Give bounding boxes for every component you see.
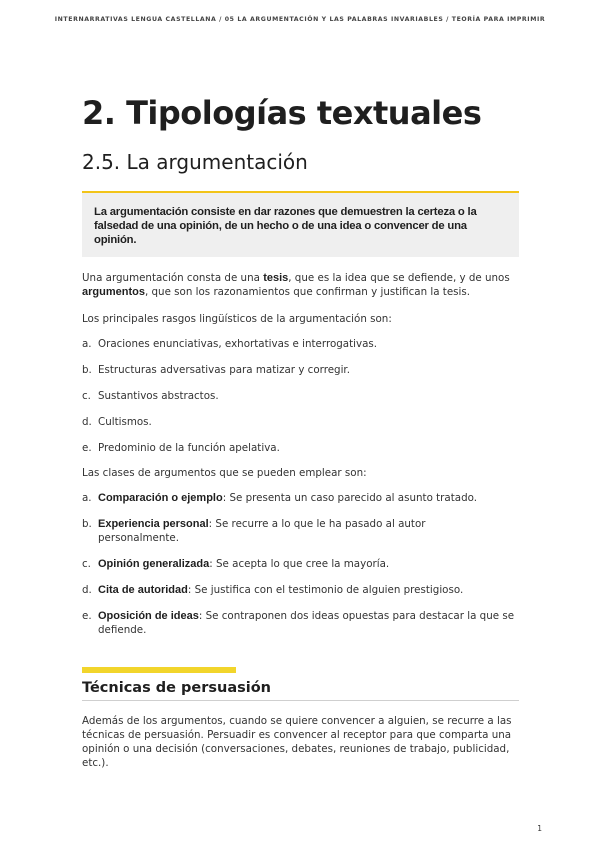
term-argumentos: argumentos: [82, 286, 145, 298]
list-item-text: Sustantivos abstractos.: [98, 390, 219, 402]
running-header: INTERNARRATIVAS LENGUA CASTELLANA / 05 LA ARGUMENTACIÓN Y LAS PALABRAS INVARIABLES / TEORÍA PARA IMPRIMIR: [54, 16, 546, 23]
list-item-text: [98, 557, 522, 571]
list-item-text: [98, 609, 522, 637]
list-marker: b.: [82, 518, 92, 530]
term-tesis: tesis: [263, 272, 289, 284]
section-title: 2.5. La argumentación: [82, 150, 308, 174]
definition-text: La argumentación consiste en dar razones que demuestren la certeza o la falsedad de una opinión, de un hecho o de una idea o convencer de una opinión.: [94, 206, 477, 246]
list-item-text: Estructuras adversativas para matizar y corregir.: [98, 364, 350, 376]
chapter-title: 2. Tipologías textuales: [82, 94, 482, 132]
list-item-text: Predominio de la función apelativa.: [98, 442, 280, 454]
list-item-text: Oraciones enunciativas, exhortativas e interrogativas.: [98, 338, 378, 350]
section-accent-bar: [82, 667, 236, 673]
list-marker: c.: [82, 558, 91, 570]
list-marker: d.: [82, 416, 92, 428]
list-item-text: [98, 491, 522, 505]
list-item-text: Cultismos.: [98, 416, 152, 428]
intro-text-2: , que es la idea que se defiende, y de unos: [288, 272, 510, 284]
list-marker: e.: [82, 442, 92, 454]
page-number: 1: [537, 824, 542, 833]
list-marker: e.: [82, 610, 92, 622]
list-marker: a.: [82, 492, 92, 504]
intro-paragraph: [82, 271, 522, 299]
argument-term: Opinión generalizada: [98, 558, 210, 570]
argument-term: Experiencia personal: [98, 518, 209, 530]
argument-description: : Se recurre a lo que le ha pasado al autor personalmente.: [98, 518, 426, 544]
argument-description: : Se justifica con el testimonio de alguien prestigioso.: [187, 584, 464, 596]
arguments-intro: Las clases de argumentos que se pueden emplear son:: [82, 467, 367, 479]
argument-description: : Se presenta un caso parecido al asunto tratado.: [222, 492, 478, 504]
argument-description: : Se contraponen dos ideas opuestas para destacar la que se defiende.: [98, 610, 515, 636]
list-item-text: [98, 583, 522, 597]
argument-term: Cita de autoridad: [98, 584, 188, 596]
subsection-title: Técnicas de persuasión: [82, 680, 271, 696]
argument-term: Oposición de ideas: [98, 610, 199, 622]
divider: [82, 700, 519, 701]
list-marker: d.: [82, 584, 92, 596]
intro-text-1: Una argumentación consta de una: [82, 272, 264, 284]
list-marker: a.: [82, 338, 92, 350]
persuasion-paragraph: Además de los argumentos, cuando se quiere convencer a alguien, se recurre a las técnicas de persuasión. Persuadir es convencer al receptor para que comparta una opinión o una decisión (conversaciones, debates, reuniones de trabajo, publicidad, etc.).: [82, 715, 512, 769]
argument-description: : Se acepta lo que cree la mayoría.: [209, 558, 390, 570]
features-intro: Los principales rasgos lingüísticos de la argumentación son:: [82, 313, 392, 325]
intro-text-3: , que son los razonamientos que confirman y justifican la tesis.: [144, 286, 471, 298]
list-marker: c.: [82, 390, 91, 402]
definition-box: [82, 191, 519, 257]
argument-term: Comparación o ejemplo: [98, 492, 223, 504]
list-marker: b.: [82, 364, 92, 376]
list-item-text: [98, 517, 428, 545]
